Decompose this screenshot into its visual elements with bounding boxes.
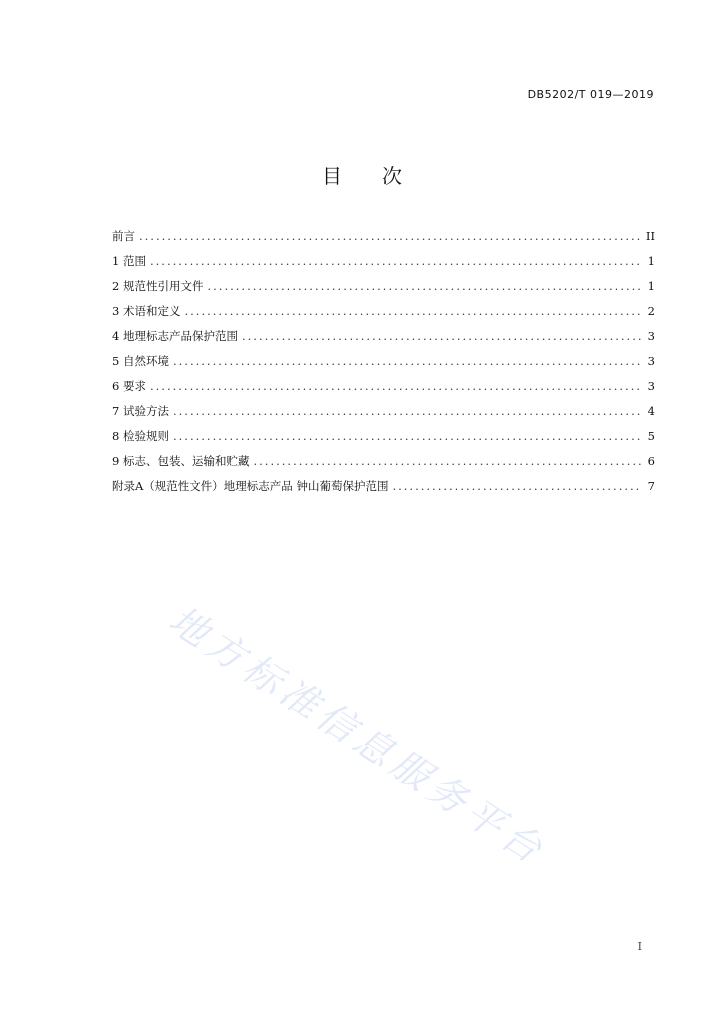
toc-entry-page: 4 xyxy=(647,404,655,418)
toc-leader-dots xyxy=(184,304,641,318)
toc-entry-page: 7 xyxy=(647,479,655,493)
toc-leader-dots xyxy=(392,479,641,493)
table-of-contents xyxy=(112,228,655,503)
toc-entry-page: 3 xyxy=(647,379,655,393)
toc-leader-dots xyxy=(150,254,641,268)
toc-leader-dots xyxy=(173,429,641,443)
page-number: I xyxy=(637,940,642,953)
toc-leader-dots xyxy=(242,329,641,343)
toc-entry-label: 5 自然环境 xyxy=(112,354,169,368)
toc-leader-dots xyxy=(150,379,641,393)
toc-entry-normative-references[interactable] xyxy=(112,278,655,303)
document-code: DB5202/T 019—2019 xyxy=(527,88,654,101)
toc-entry-page: 2 xyxy=(647,304,655,318)
toc-entry-appendix-a[interactable] xyxy=(112,478,655,503)
toc-entry-label: 4 地理标志产品保护范围 xyxy=(112,329,238,343)
toc-entry-terms[interactable] xyxy=(112,303,655,328)
toc-entry-label: 2 规范性引用文件 xyxy=(112,279,204,293)
toc-entry-page: 6 xyxy=(647,454,655,468)
toc-entry-page: 1 xyxy=(647,279,655,293)
toc-entry-page: 1 xyxy=(647,254,655,268)
toc-entry-requirements[interactable] xyxy=(112,378,655,403)
page-title: 目 次 xyxy=(322,164,402,188)
toc-leader-dots xyxy=(139,229,641,243)
toc-entry-label: 6 要求 xyxy=(112,379,146,393)
toc-entry-page: 5 xyxy=(647,429,655,443)
toc-entry-page: 3 xyxy=(647,329,655,343)
watermark: 地方标准信息服务平台 xyxy=(161,597,555,875)
toc-entry-inspection-rules[interactable] xyxy=(112,428,655,453)
toc-entry-label: 1 范围 xyxy=(112,254,146,268)
toc-entry-page: 3 xyxy=(647,354,655,368)
toc-entry-label: 3 术语和定义 xyxy=(112,304,181,318)
toc-entry-label: 9 标志、包装、运输和贮藏 xyxy=(112,454,250,468)
toc-leader-dots xyxy=(173,404,641,418)
toc-entry-label: 7 试验方法 xyxy=(112,404,169,418)
toc-leader-dots xyxy=(173,354,641,368)
toc-leader-dots xyxy=(253,454,641,468)
toc-entry-label: 前言 xyxy=(112,229,135,243)
toc-entry-label: 附录A（规范性文件）地理标志产品 钟山葡萄保护范围 xyxy=(112,479,389,493)
toc-entry-page: II xyxy=(645,229,655,243)
toc-leader-dots xyxy=(207,279,641,293)
toc-entry-label: 8 检验规则 xyxy=(112,429,169,443)
toc-entry-marking-packaging[interactable] xyxy=(112,453,655,478)
toc-entry-scope[interactable] xyxy=(112,253,655,278)
toc-entry-protection-scope[interactable] xyxy=(112,328,655,353)
toc-entry-foreword[interactable] xyxy=(112,228,655,253)
toc-entry-test-methods[interactable] xyxy=(112,403,655,428)
toc-entry-natural-environment[interactable] xyxy=(112,353,655,378)
